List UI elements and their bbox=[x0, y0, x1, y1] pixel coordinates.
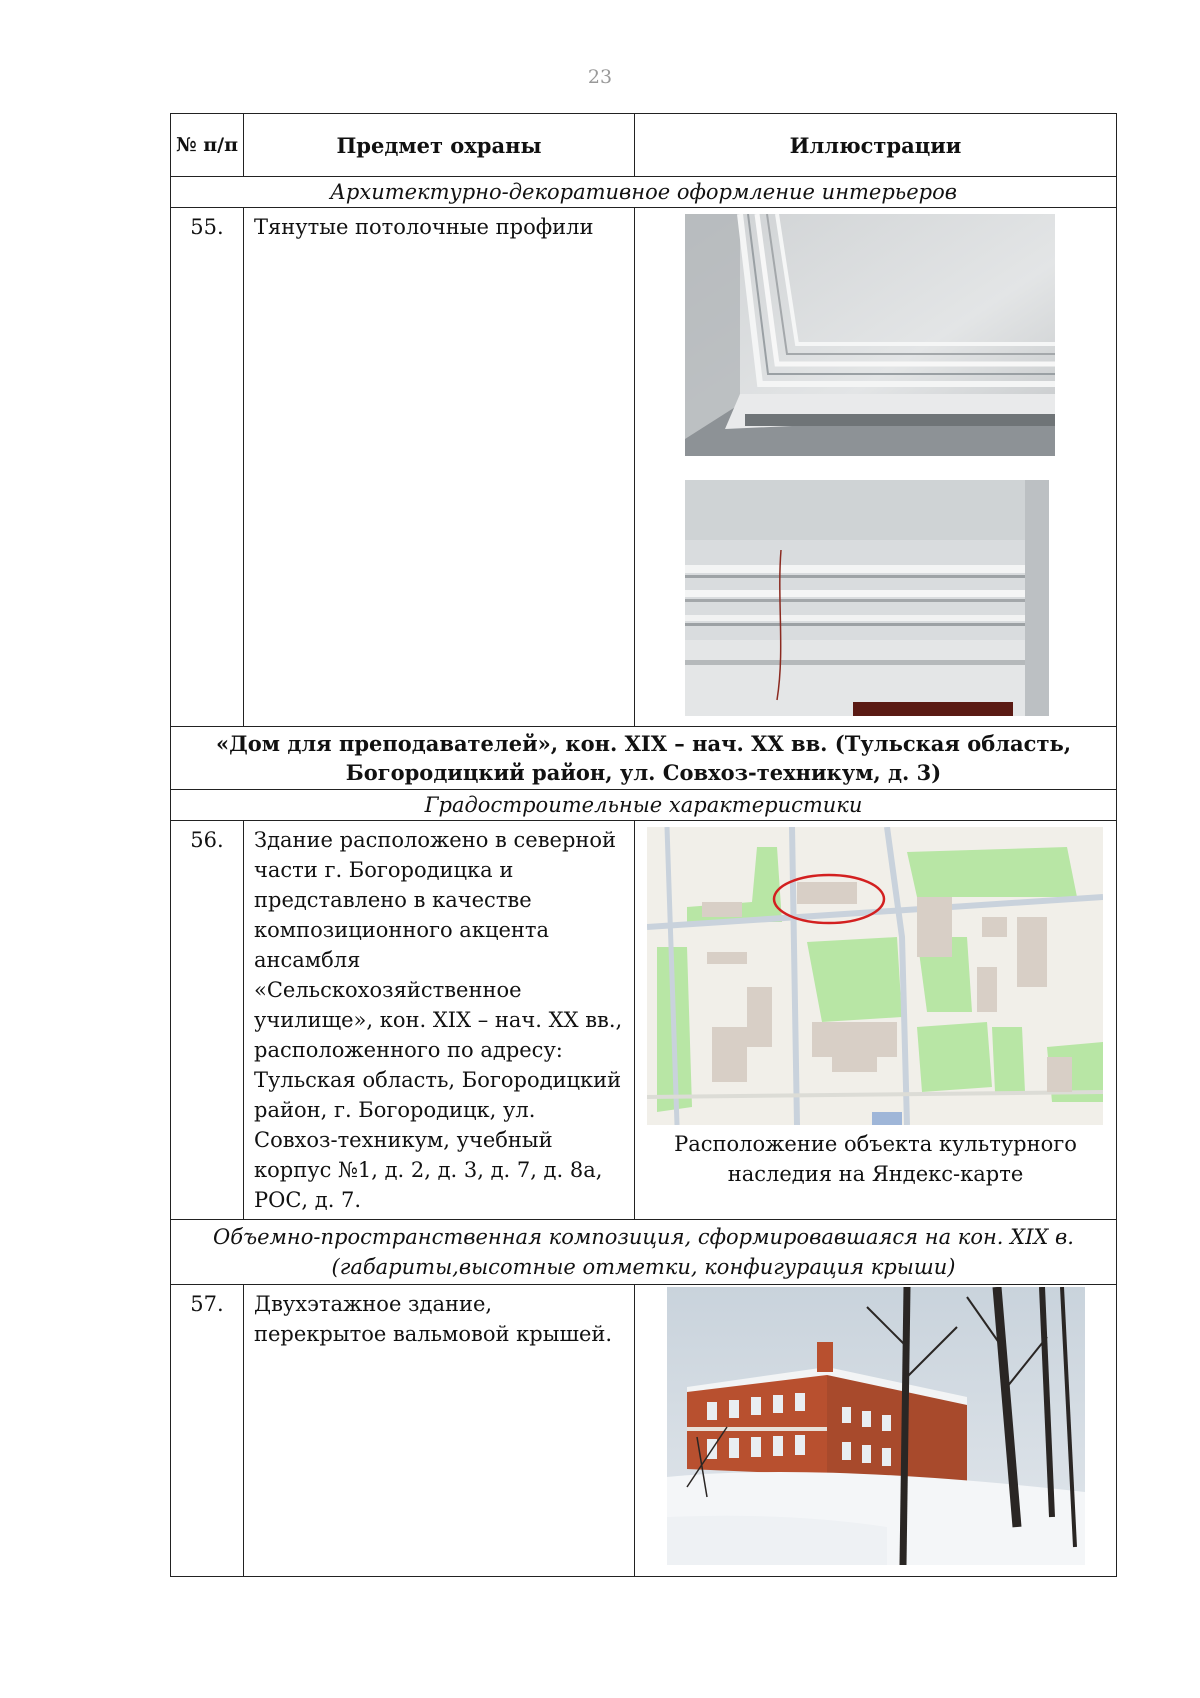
page-number: 23 bbox=[587, 66, 613, 88]
illustration-cell bbox=[635, 821, 1117, 1220]
header-number: № п/п bbox=[171, 114, 244, 177]
section-row bbox=[171, 790, 1117, 821]
section-interiors: Архитектурно-декоративное оформление интерьеров bbox=[171, 177, 1117, 208]
section-row bbox=[171, 1220, 1117, 1285]
illustration-cell bbox=[635, 208, 1117, 727]
protection-subject-table bbox=[170, 113, 1117, 1577]
table-row bbox=[171, 208, 1117, 727]
ceiling-profile-photo-2 bbox=[685, 480, 1049, 716]
row-text: Тянутые потолочные профили bbox=[244, 208, 635, 727]
map-caption: Расположение объекта культурного наследия на Яндекс-карте bbox=[674, 1132, 1077, 1186]
row-number: 56. bbox=[171, 821, 244, 1220]
ceiling-profile-photo-1 bbox=[685, 214, 1055, 456]
row-text: Двухэтажное здание, перекрытое вальмовой крышей. bbox=[244, 1285, 635, 1577]
section-urban: Градостроительные характеристики bbox=[171, 790, 1117, 821]
object-title-row bbox=[171, 727, 1117, 790]
table-row bbox=[171, 1285, 1117, 1577]
section-volume: Объемно-пространственная композиция, сформировавшаяся на кон. XIX в.(габариты,высотные отметки, конфигурация крыши) bbox=[171, 1220, 1117, 1285]
table-header-row bbox=[171, 114, 1117, 177]
illustration-cell bbox=[635, 1285, 1117, 1577]
section-row bbox=[171, 177, 1117, 208]
row-number: 55. bbox=[171, 208, 244, 727]
yandex-map-image bbox=[647, 827, 1103, 1125]
row-number: 57. bbox=[171, 1285, 244, 1577]
table-row bbox=[171, 821, 1117, 1220]
building-winter-photo bbox=[667, 1287, 1085, 1565]
object-title: «Дом для преподавателей», кон. XIX – нач. XX вв. (Тульская область, Богородицкий район, ул. Совхоз-техникум, д. 3) bbox=[171, 727, 1117, 790]
header-subject: Предмет охраны bbox=[244, 114, 635, 177]
header-illustrations: Иллюстрации bbox=[635, 114, 1117, 177]
row-text: Здание расположено в северной части г. Богородицка и представлено в качестве композиционного акцента ансамбля «Сельскохозяйственное училище», кон. XIX – нач. XX вв., расположенного по адресу: Тульская область, Богородицкий район, г. Богородицк, ул. Совхоз-техникум, учебный корпус №1, д. 2, д. 3, д. 7, д. 8а, РОС, д. 7. bbox=[244, 821, 635, 1220]
